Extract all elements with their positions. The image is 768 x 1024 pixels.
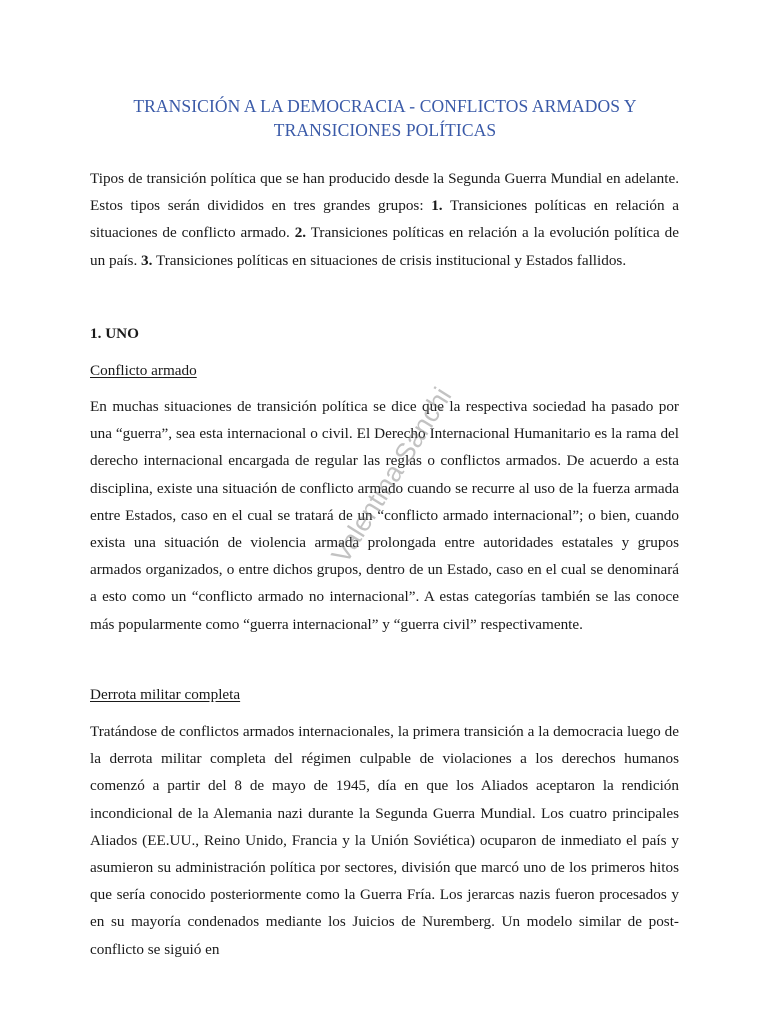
derrota-militar-paragraph: Tratándose de conflictos armados internacionales, la primera transición a la democracia luego de la derrota militar completa del régimen culpable de violaciones a los derechos humanos comenzó a partir del 8 de mayo de 1945, día en que los Aliados aceptaron la rendición incondicional de la Alemania nazi durante la Segunda Guerra Mundial. Los cuatro principales Aliados (EE.UU., Reino Unido, Francia y la Unión Soviética) ocuparon de inmediato el país y asumieron su administración política por sectores, división que marcó uno de los primeros hitos que sería conocido posteriormente como la Guerra Fría. Los jerarcas nazis fueron procesados y en su mayoría condenados mediante los Juicios de Nuremberg. Un modelo similar de post-conflicto se siguió en [90,723,679,958]
intro-paragraph [90,165,679,274]
watermark-signature: Valentina Sanchi [325,382,458,569]
intro-number-2: 2. [294,224,307,242]
subsection-heading-conflicto-armado: Conflicto armado [90,362,197,379]
section-heading: 1. UNO [90,325,139,342]
intro-text-a: Tipos de transición política que se han producido desde la Segunda Guerra Mundial en adelante. Estos tipos serán divididos en tres grandes grupos: [90,170,679,215]
title-line-2: TRANSICIONES POLÍTICAS [273,120,497,140]
intro-text-c: Transiciones políticas en relación a la evolución política de un país. [90,224,680,269]
intro-text-d: Transiciones políticas en situaciones de crisis institucional y Estados fallidos. [152,251,627,269]
intro-number-1: 1. [431,197,443,215]
subsection-heading-derrota-militar: Derrota militar completa [90,686,241,703]
title-line-1: TRANSICIÓN A LA DEMOCRACIA - CONFLICTOS ARMADOS Y [133,96,637,116]
conflicto-armado-paragraph: En muchas situaciones de transición política se dice que la respectiva sociedad ha pasado por una “guerra”, sea esta internacional o civil. El Derecho Internacional Humanitario es la rama del derecho internacional encargada de regular las reglas o conflictos armados. De acuerdo a esta disciplina, existe una situación de conflicto armado cuando se recurre al uso de la fuerza armada entre Estados, caso en el cual se tratará de un “conflicto armado internacional”; o bien, cuando exista una situación de violencia armada prolongada entre autoridades estatales y grupos armados organizados, o entre dichos grupos, dentro de un Estado, caso en el cual se denominará a esto como un “conflicto armado no internacional”. A estas categorías también se las conoce más popularmente como “guerra internacional” y “guerra civil” respectivamente. [90,398,679,633]
intro-number-3: 3. [141,251,153,269]
document-title [90,94,680,142]
intro-text-b: Transiciones políticas en relación a situaciones de conflicto armado. [90,197,679,242]
